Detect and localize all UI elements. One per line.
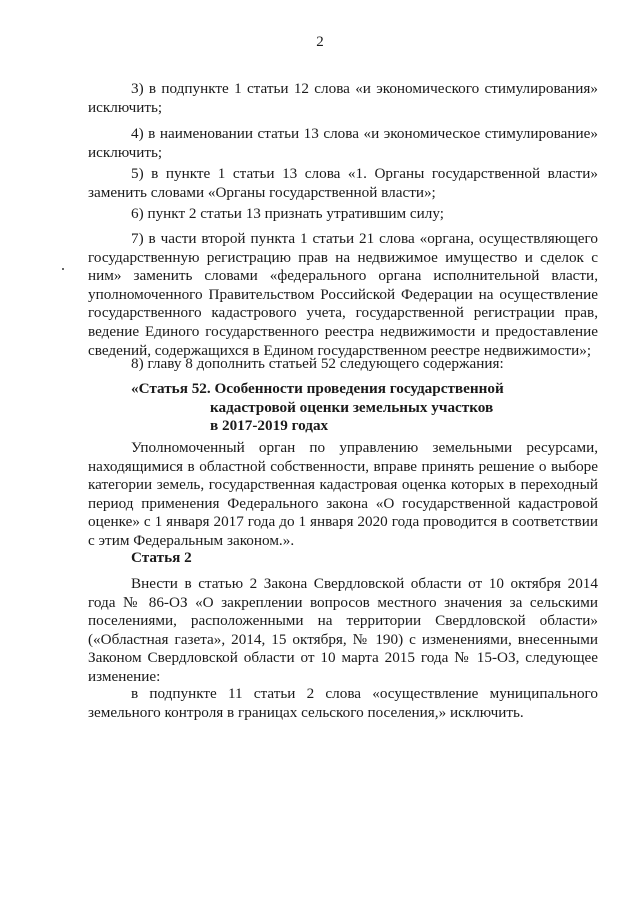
article52-body: Уполномоченный орган по управлению земельными ресурсами, находящимися в областной собственности, вправе принять решение о выборе категории земель, государственная кадастровая оценка которых в переходный период применения Федерального закона «О государственной кадастровой оценке» с 1 января 2017 года до 1 января 2020 года проводится в соответствии с этим Федеральным законом.». [88, 439, 598, 549]
final-paragraph: в подпункте 11 статьи 2 слова «осуществление муниципального земельного контроля в границах сельского поселения,» исключить. [88, 685, 598, 721]
article52-heading [88, 380, 598, 436]
article52-heading-line2: кадастровой оценки земельных участков [210, 398, 494, 416]
paragraph-item-5: 5) в пункте 1 статьи 13 слова «1. Органы государственной власти» заменить словами «Органы государственной власти»; [88, 165, 598, 201]
paragraph-item-7: 7) в части второй пункта 1 статьи 21 слова «органа, осуществляющего государственную регистрацию прав на недвижимое имущество и сделок с ним» заменить словами «федерального органа исполнительной власти, уполномоченного Правительством Российской Федерации на осуществление государственного кадастрового учета, государственной регистрации прав, ведение Единого государственного реестра недвижимости и предоставление сведений, содержащихся в Едином государственном реестре недвижимости»; [88, 230, 598, 359]
paragraph-item-8: 8) главу 8 дополнить статьей 52 следующего содержания: [131, 355, 504, 372]
article52-heading-line3: в 2017-2019 годах [210, 417, 329, 435]
article2-body: Внести в статью 2 Закона Свердловской области от 10 октября 2014 года № 86-ОЗ «О закреплении вопросов местного значения за сельскими поселениями, расположенными на территории Свердловской области» («Областная газета», 2014, 15 октября, № 190) с изменениями, внесенными Законом Свердловской области от 10 марта 2015 года № 15-ОЗ, следующее изменение: [88, 575, 598, 685]
paragraph-item-3: 3) в подпункте 1 статьи 12 слова «и экономического стимулирования» исключить; [88, 80, 598, 116]
article2-title: Статья 2 [131, 549, 192, 566]
paragraph-item-6: 6) пункт 2 статьи 13 признать утратившим силу; [131, 205, 444, 222]
paragraph-item-4: 4) в наименовании статьи 13 слова «и экономическое стимулирование» исключить; [88, 125, 598, 161]
article52-heading-line1: «Статья 52. Особенности проведения государственной [131, 380, 504, 397]
scan-speck [62, 268, 64, 270]
page-number: 2 [316, 34, 324, 50]
